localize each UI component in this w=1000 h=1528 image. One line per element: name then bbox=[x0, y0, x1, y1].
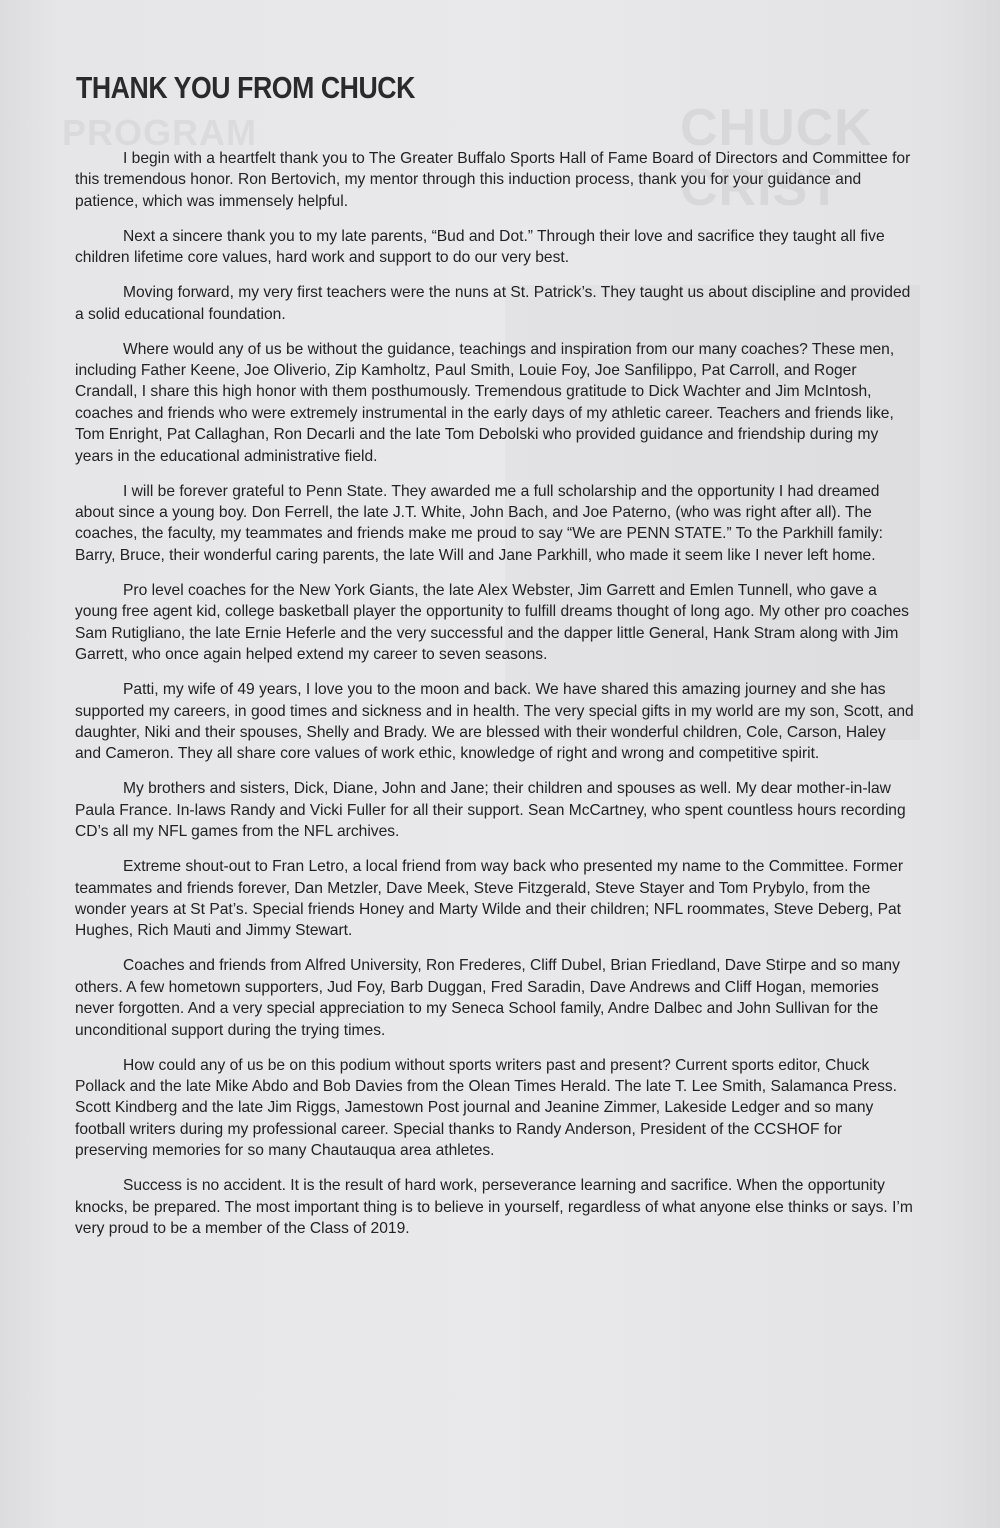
paragraph-10: Coaches and friends from Alfred University, Ron Frederes, Cliff Dubel, Brian Friedland, Dave Stirpe and so many others. A few hometown supporters, Jud Foy, Barb Duggan, Fred Saradin, Dave Andrews and Cliff Hogan, memories never forgotten. And a very special appreciation to my Seneca School family, Andre Dalbec and John Sullivan for the unconditional support during the trying times. bbox=[75, 957, 900, 1039]
page-title: THANK YOU FROM CHUCK bbox=[76, 70, 415, 105]
paragraph-3: Moving forward, my very first teachers were the nuns at St. Patrick’s. They taught us about discipline and provided a solid educational foundation. bbox=[75, 284, 911, 323]
paragraph-9: Extreme shout-out to Fran Letro, a local friend from way back who presented my name to the Committee. Former teammates and friends forever, Dan Metzler, Dave Meek, Steve Fitzgerald, Steve Stayer and Tom Prybylo, from the wonder years at St Pat’s. Special friends Honey and Marty Wilde and their children; NFL roommates, Steve Deberg, Pat Hughes, Rich Mauti and Jimmy Stewart. bbox=[75, 858, 904, 940]
paragraph-4: Where would any of us be without the guidance, teachings and inspiration from our many coaches? These men, including Father Keene, Joe Oliverio, Zip Kamholtz, Paul Smith, Louie Foy, Joe Sanfilippo, Pat Carroll, and Roger Crandall, I share this high honor with them posthumously. Tremendous gratitude to Dick Wachter and Jim McIntosh, coaches and friends who were extremely instrumental in the early days of my athletic career. Teachers and friends like, Tom Enright, Pat Callaghan, Ron Decarli and the late Tom Debolski who provided guidance and friendship during my years in the educational administrative field. bbox=[75, 340, 895, 465]
bleed-through-heading-left: PROGRAM bbox=[62, 112, 257, 153]
paragraph-2: Next a sincere thank you to my late parents, “Bud and Dot.” Through their love and sacrifice they taught all five children lifetime core values, hard work and support to do our very best. bbox=[75, 227, 885, 267]
paragraph-7: Patti, my wife of 49 years, I love you to the moon and back. We have shared this amazing journey and she has supported my careers, in good times and sickness and in health. The very special gifts in my world are my son, Scott, and daughter, Niki and their spouses, Shelly and Brady. We are blessed with their wonderful children, Cole, Carson, Haley and Cameron. They all share core values of work ethic, knowledge of right and wrong and competitive spirit. bbox=[75, 681, 914, 763]
paragraph-6: Pro level coaches for the New York Giants, the late Alex Webster, Jim Garrett and Emlen Tunnell, who gave a young free agent kid, college basketball player the opportunity to fulfill dreams thought of long ago. My other pro coaches Sam Rutigliano, the late Ernie Heferle and the very successful and the dapper little General, Hank Stram along with Jim Garrett, who once again helped extend my career to seven seasons. bbox=[75, 581, 909, 664]
bleed-through-heading-right: CHUCK CRIST bbox=[680, 99, 873, 217]
paragraph-1: I begin with a heartfelt thank you to The Greater Buffalo Sports Hall of Fame Board of Directors and Committee for this tremendous honor. Ron Bertovich, my mentor through this induction process, thank you for your guidance and patience, which was immensely helpful. bbox=[75, 150, 911, 210]
letter-body bbox=[75, 148, 915, 1253]
paragraph-8: My brothers and sisters, Dick, Diane, John and Jane; their children and spouses as well. My dear mother-in-law Paula France. In-laws Randy and Vicki Fuller for all their support. Sean McCartney, who spent countless hours recording CD’s all my NFL games from the NFL archives. bbox=[75, 780, 906, 841]
paragraph-11: How could any of us be on this podium without sports writers past and present? Current sports editor, Chuck Pollack and the late Mike Abdo and Bob Davies from the Olean Times Herald. The late T. Lee Smith, Salamanca Press. Scott Kindberg and the late Jim Riggs, Jamestown Post journal and Jeanine Zimmer, Lakeside Ledger and so many football writers during my professional career. Special thanks to Randy Anderson, President of the CCSHOF for preserving memories for so many Chautauqua area athletes. bbox=[75, 1056, 897, 1160]
paragraph-5: I will be forever grateful to Penn State. They awarded me a full scholarship and the opportunity I had dreamed about since a young boy. Don Ferrell, the late J.T. White, John Bach, and Joe Paterno, (who was right after all). The coaches, the faculty, my teammates and friends make me proud to say “We are PENN STATE.” To the Parkhill family: Barry, Bruce, their wonderful caring parents, the late Will and Jane Parkhill, who made it seem like I never left home. bbox=[75, 482, 884, 564]
paragraph-12: Success is no accident. It is the result of hard work, perseverance learning and sacrifice. When the opportunity knocks, be prepared. The most important thing is to believe in yourself, regardless of what anyone else thinks or says. I’m very proud to be a member of the Class of 2019. bbox=[75, 1177, 913, 1237]
